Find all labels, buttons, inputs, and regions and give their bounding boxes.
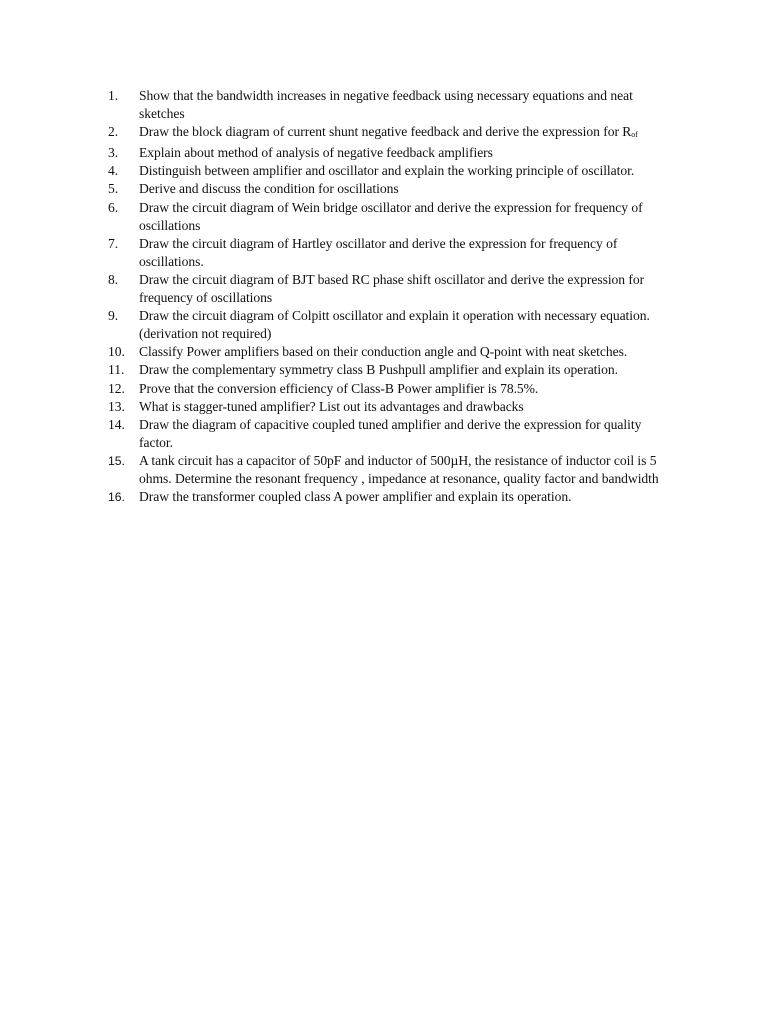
question-text: Draw the diagram of capacitive coupled tuned amplifier and derive the expression for quality factor. [139,416,642,450]
question-text: Show that the bandwidth increases in negative feedback using necessary equations and neat sketches [139,88,633,122]
question-number: 10. [108,344,125,360]
question-text: Draw the complementary symmetry class B Pushpull amplifier and explain its operation. [139,362,618,378]
question-number: 14. [108,416,125,432]
question-number: 7. [108,235,119,251]
question-item-13 [108,398,678,416]
question-number: 1. [108,88,119,103]
question-item-3 [108,144,678,162]
question-item-5 [108,180,678,198]
question-number: 11. [108,362,125,378]
question-text: Draw the block diagram of current shunt negative feedback and derive the expression for R [139,124,632,140]
question-item-4 [108,162,678,180]
question-number: 8. [108,271,119,287]
question-item-11 [108,361,678,379]
question-number: 5. [108,181,119,197]
question-item-7 [108,235,678,271]
question-item-2 [108,123,678,144]
question-item-12 [108,380,678,398]
question-text: What is stagger-tuned amplifier? List out its advantages and drawbacks [139,398,524,414]
question-item-10 [108,343,678,361]
question-item-6 [108,199,678,235]
question-number: 9. [108,308,119,324]
question-text: Classify Power amplifiers based on their conduction angle and Q-point with neat sketches. [139,344,628,360]
question-text: Explain about method of analysis of negative feedback amplifiers [139,145,493,161]
question-text: Draw the circuit diagram of Wein bridge oscillator and derive the expression for frequency of oscillations [139,199,643,233]
question-text: Draw the transformer coupled class A power amplifier and explain its operation. [139,489,572,505]
question-number: 13. [108,398,125,414]
question-text: Derive and discuss the condition for oscillations [139,181,399,197]
question-text: Draw the circuit diagram of BJT based RC phase shift oscillator and derive the expression for frequency of oscillations [139,271,645,306]
question-number: 15. [108,453,125,468]
question-item-1 [108,87,678,123]
question-text: Prove that the conversion efficiency of Class-B Power amplifier is 78.5%. [139,380,539,396]
question-number: 4. [108,163,119,179]
question-number: 6. [108,199,119,215]
question-text: Draw the circuit diagram of Hartley oscillator and derive the expression for frequency of oscillations. [139,235,618,269]
question-number: 3. [108,145,119,161]
question-item-8 [108,271,678,307]
question-item-14 [108,416,678,452]
question-list [108,87,678,506]
question-number: 2. [108,124,119,140]
question-text: Draw the circuit diagram of Colpitt oscillator and explain it operation with necessary equation.(derivation not required) [139,308,650,342]
question-item-15 [108,452,678,488]
question-number: 16. [108,490,125,505]
question-text: A tank circuit has a capacitor of 50pF and inductor of 500µH, the resistance of inductor coil is 5 ohms. Determine the resonant frequency , impedance at resonance, quality factor and bandwidth [139,452,659,486]
question-item-16 [108,488,678,506]
question-number: 12. [108,380,125,396]
subscript: of [631,130,638,140]
question-text: Distinguish between amplifier and oscillator and explain the working principle of oscillator. [139,163,635,179]
question-item-9 [108,307,678,343]
